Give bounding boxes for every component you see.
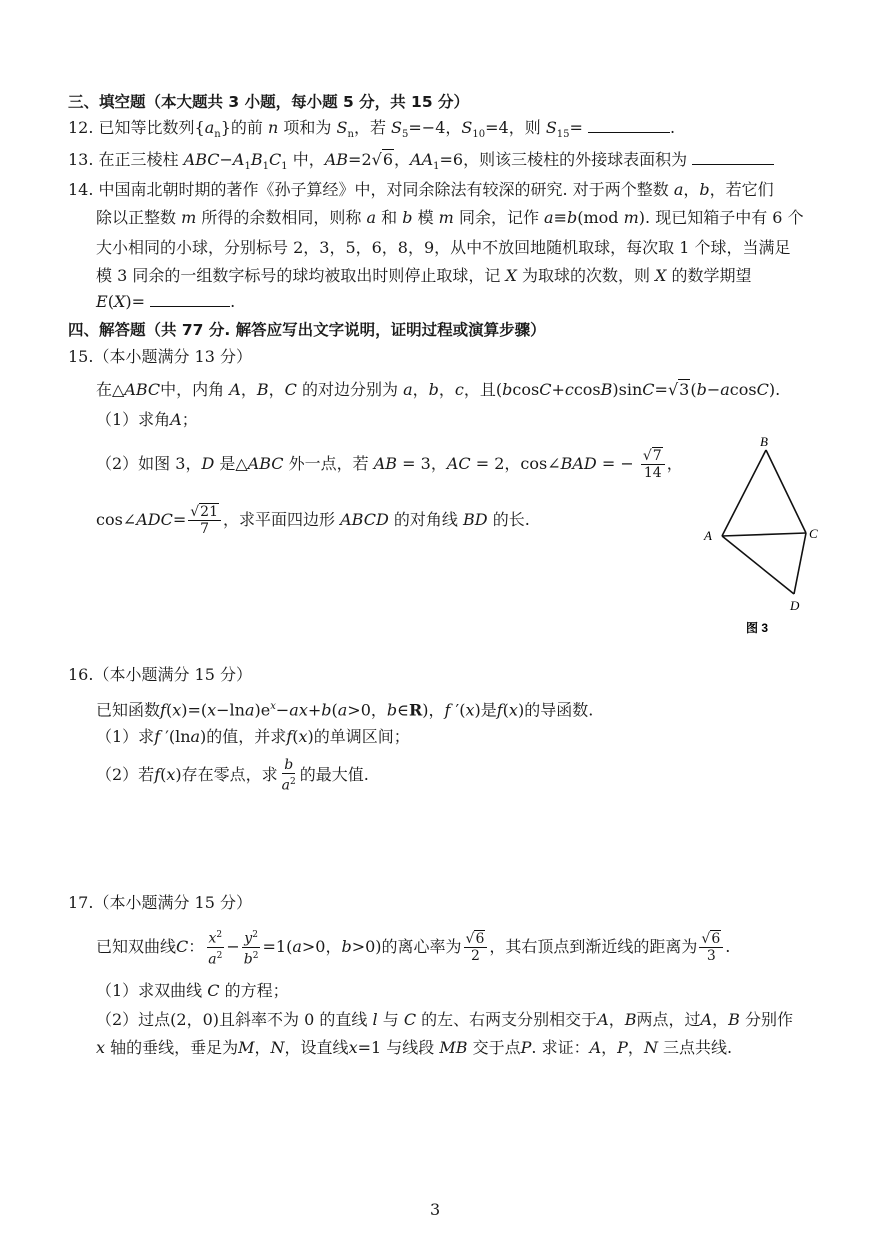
segment-ad (722, 536, 794, 594)
question-13: 13. 在正三棱柱 $ABC-A_1B_1C_1$ 中，AB=2√6，$AA_1=6$，则该三棱柱的外接球表面积为 (68, 150, 774, 177)
answer-blank-14 (150, 292, 230, 307)
label-b: B (760, 434, 768, 449)
question-17-part2-cont: x 轴的垂线，垂足为M，N，设直线x=1 与线段 MB 交于点P. 求证：A，P，N 三点共线. (96, 1038, 733, 1057)
figure-caption: 图 3 (746, 621, 769, 635)
segment-bc (766, 450, 806, 533)
question-16-part2: （2）若f(x)存在零点，求 $\frac{b}{a^2}$ 的最大值. (96, 757, 369, 794)
page-number: 3 (430, 1200, 441, 1219)
question-15-part1: （1）求角A； (96, 410, 198, 429)
segment-ab (722, 450, 766, 536)
question-14-line3: 大小相同的小球，分别标号 2，3，5，6，8，9，从中不放回地随机取球，每次取 1 个球，当满足 (96, 238, 791, 257)
question-15-part2-cont: cos∠ADC= $\frac{√21}{7}$ ，求平面四边形 ABCD 的对角线 BD 的长. (96, 504, 530, 537)
question-16-heading: 16.（本小题满分 15 分） (68, 665, 252, 684)
question-17-stem: 已知双曲线C： $\frac{x^2}{a^2}$ − $\frac{y^2}{b^2}$ =1(a>0，b>0)的离心率为 $\frac{√6}{2}$ ，其右顶点到渐近线的距离为 $\frac{√6}{3}$ . (96, 925, 730, 969)
question-15-heading: 15.（本小题满分 13 分） (68, 347, 252, 366)
label-d: D (790, 598, 800, 613)
question-12: 12. 已知等比数列$\{a_n\}$的前 n 项和为 $S_n$，若 $S_5=-4$，$S_{10}=4$，则 $S_{15}=$ . (68, 118, 676, 141)
section-fill-in-header: 三、填空题（本大题共 3 小题，每小题 5 分，共 15 分） (68, 93, 470, 111)
segment-ac (722, 533, 806, 536)
question-15-stem: 在△ABC中，内角 A，B，C 的对边分别为 a，b，c，且(bcosC+ccosB)sinC=√3(b−acosC). (96, 380, 781, 399)
question-14-line4: 模 3 同余的一组数字标号的球均被取出时则停止取球，记 X 为取球的次数，则 X 的数学期望 (96, 266, 752, 285)
figure-quadrilateral-abcd (696, 428, 826, 638)
question-16-stem: 已知函数$f(x)=(x-\ln a)e^x-ax+b(a>0$，b∈R)，f ′(x)是f(x)的导函数. (96, 700, 594, 720)
question-17-part1: （1）求双曲线 C 的方程； (96, 981, 289, 1000)
section-answer-header: 四、解答题（共 77 分. 解答应写出文字说明，证明过程或演算步骤） (68, 321, 546, 339)
answer-blank-12 (588, 118, 670, 133)
question-14-line2: 除以正整数 m 所得的余数相同，则称 a 和 b 模 m 同余，记作 a≡b(mod m). 现已知箱子中有 6 个 (96, 208, 804, 227)
segment-cd (794, 533, 806, 594)
question-15-part2: （2）如图 3，D 是△ABC 外一点，若 AB = 3，AC = 2，cos∠BAD = − $\frac{√7}{14}$ ， (96, 448, 683, 481)
question-17-part2: （2）过点(2，0)且斜率不为 0 的直线 l 与 C 的左、右两支分别相交于A，B两点，过A，B 分别作 (96, 1010, 793, 1029)
answer-blank-13 (692, 150, 774, 165)
question-17-heading: 17.（本小题满分 15 分） (68, 893, 252, 912)
label-a: A (704, 528, 712, 543)
question-14-line1: 14. 中国南北朝时期的著作《孙子算经》中，对同余除法有较深的研究. 对于两个整数 a，b，若它们 (68, 180, 774, 199)
question-14-line5: E(X)= . (96, 292, 236, 311)
label-c: C (809, 526, 818, 541)
question-16-part1: （1）求f ′(lna)的值，并求f(x)的单调区间； (96, 727, 410, 746)
